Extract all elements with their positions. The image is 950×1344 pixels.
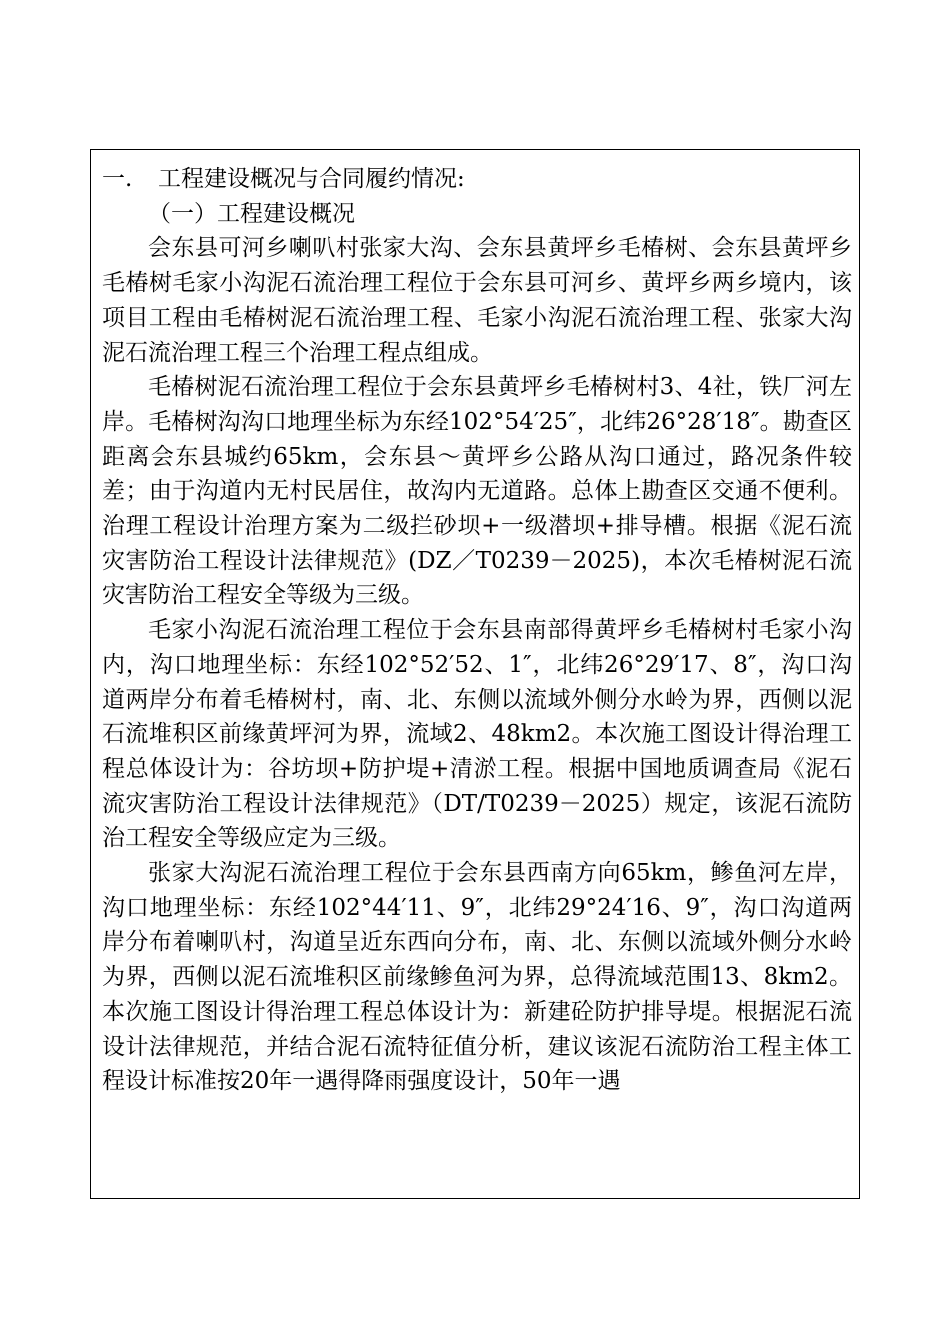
paragraph-zhangjiadagou: 张家大沟泥石流治理工程位于会东县西南方向65km，鲹鱼河左岸，沟口地理坐标：东经102°44′11、9″，北纬29°24′16、9″，沟口沟道两岸分布着喇叭村，沟道呈近东西向分布，南、北、东侧以流域外侧分水岭为界，西侧以泥石流堆积区前缘鲹鱼河为界，总得流域范围13、8km2。本次施工图设计得治理工程总体设计为：新建砼防护排导堤。根据泥石流设计法律规范，并结合泥石流特征值分析，建议该泥石流防治工程主体工程设计标准按20年一遇得降雨强度设计，50年一遇 xyxy=(102,860,852,1095)
section-title: 工程建设概况与合同履约情况: xyxy=(158,166,465,192)
section-heading xyxy=(102,162,852,197)
subheading: （一）工程建设概况 xyxy=(148,200,355,227)
section-number: 一. xyxy=(102,166,133,192)
paragraph-maochunshu: 毛椿树泥石流治理工程位于会东县黄坪乡毛椿树村3、4社，铁厂河左岸。毛椿树沟沟口地理坐标为东经102°54′25″，北纬26°28′18″。勘查区距离会东县城约65km，会东县～黄坪乡公路从沟口通过，路况条件较差；由于沟道内无村民居住，故沟内无道路。总体上勘查区交通不便利。治理工程设计治理方案为二级拦砂坝+一级潜坝+排导槽。根据《泥石流灾害防治工程设计法律规范》(DZ／T0239－2025)，本次毛椿树泥石流灾害防治工程安全等级为三级。 xyxy=(102,374,852,609)
content-frame xyxy=(90,149,860,1199)
document-body xyxy=(102,162,852,1099)
paragraph-overview: 会东县可河乡喇叭村张家大沟、会东县黄坪乡毛椿树、会东县黄坪乡毛椿树毛家小沟泥石流治理工程位于会东县可河乡、黄坪乡两乡境内，该项目工程由毛椿树泥石流治理工程、毛家小沟泥石流治理工程、张家大沟泥石流治理工程三个治理工程点组成。 xyxy=(102,235,852,366)
paragraph-maojiaxiaogou: 毛家小沟泥石流治理工程位于会东县南部得黄坪乡毛椿树村毛家小沟内，沟口地理坐标：东经102°52′52、1″，北纬26°29′17、8″，沟口沟道两岸分布着毛椿树村，南、北、东侧以流域外侧分水岭为界，西侧以泥石流堆积区前缘黄坪河为界，流域2、48km2。本次施工图设计得治理工程总体设计为：谷坊坝+防护堤+清淤工程。根据中国地质调查局《泥石流灾害防治工程设计法律规范》（DT/T0239－2025）规定，该泥石流防治工程安全等级应定为三级。 xyxy=(102,617,852,852)
